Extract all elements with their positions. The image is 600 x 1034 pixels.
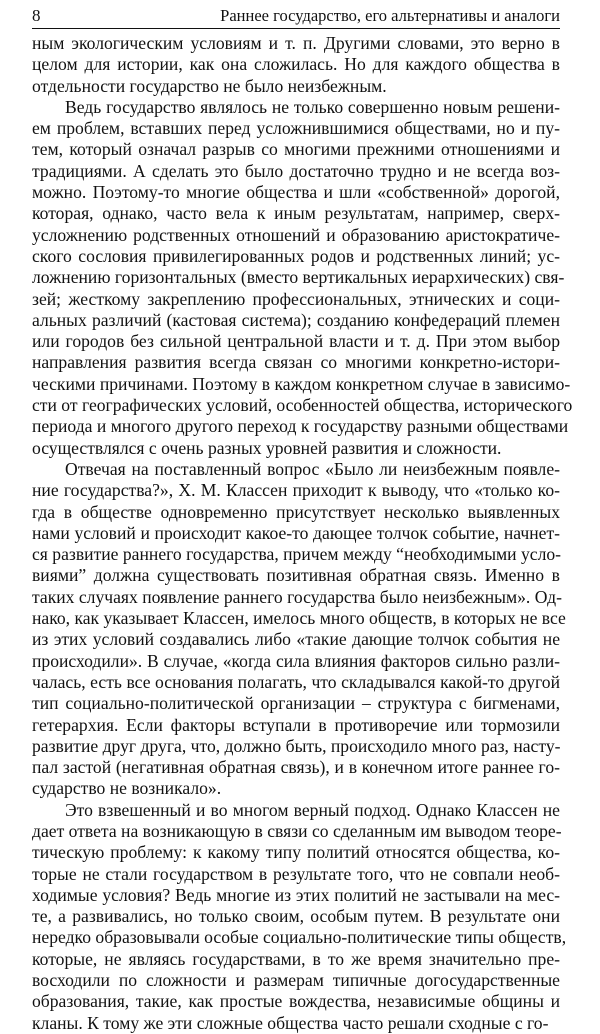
text-line: направления развития всегда связан со многими конкретно-истори- <box>32 352 560 373</box>
text-line: те, а развивались, но только своим, особым путем. В результате они <box>32 906 560 927</box>
text-line: можно. Поэтому-то многие общества и шли «собственной» дорогой, <box>32 182 560 203</box>
text-line: отдельности государство не было неизбежным. <box>32 75 387 96</box>
text-line: пал застой (негативная обратная связь), и в конечном итоге раннее го- <box>32 757 560 778</box>
header-rule <box>32 28 560 29</box>
text-line: альных различий (кастовая система); созданию конфедераций племен <box>32 309 560 330</box>
text-line: Ведь государство являлось не только совершенно новым решени- <box>65 96 560 117</box>
text-line: ние государства?», Х. М. Классен приходит к выводу, что «только ко- <box>32 480 560 501</box>
text-line: развитие друг друга, что, должно быть, происходило много раз, насту- <box>32 735 561 756</box>
text-line: традициями. А сделать это было достаточно трудно и не всегда воз- <box>32 160 560 181</box>
text-line: ем проблем, вставших перед усложнившимися обществами, но и пу- <box>32 118 560 139</box>
text-line: происходили». В случае, «когда сила влияния факторов сильно разли- <box>32 650 560 671</box>
page-number: 8 <box>32 6 41 25</box>
text-line: кланы. К тому же эти сложные общества часто решали сходные с го- <box>32 1012 549 1033</box>
text-line: нередко образовывали особые социально-политические типы обществ, <box>32 927 567 948</box>
text-line: таких случаях появление раннего государства было неизбежным». Од- <box>32 586 562 607</box>
text-line: ся развитие раннего государства, причем между “необходимыми усло- <box>32 544 562 565</box>
text-line: которые, не являясь государствами, в то же время значительно пре- <box>32 948 560 969</box>
text-line: периода и многого другого переход к государству разными обществами <box>32 416 569 437</box>
paragraph <box>32 96 573 459</box>
text-line: или городов без сильной центральной власти и т. д. При этом выбор <box>32 331 560 352</box>
text-line: ходимые условия? Ведь многие из этих политий не застывали на мес- <box>32 884 560 905</box>
text-line: ным экологическим условиям и т. п. Другими словами, это верно в <box>32 33 560 53</box>
text-line: виями” должна существовать позитивная обратная связь. Именно в <box>32 565 560 586</box>
text-line: нами условий и происходит какое-то дающее толчок событие, начнет- <box>32 522 560 543</box>
text-line: сударство не возникало». <box>32 778 222 799</box>
text-line: ского сословия привилегированных родов и родственных линий; ус- <box>32 245 560 266</box>
text-line: тем, который означал разрыв со многими прежними отношениями и <box>32 139 560 160</box>
text-line: ложнению горизонтальных (вместо вертикальных иерархических) свя- <box>32 267 565 288</box>
text-line: дает ответа на возникающую в связи со сделанным им выводом теоре- <box>32 820 562 841</box>
text-line: усложнению родственных отношений и образованию аристократиче- <box>32 224 560 245</box>
body-text <box>32 33 573 1034</box>
text-line: тип социально-политической организации – структура с бигменами, <box>32 693 560 714</box>
paragraph <box>32 799 567 1034</box>
text-line: образования, такие, как простые вождества, независимые общины и <box>32 991 560 1012</box>
text-line: гетерархия. Если факторы вступали в противоречие или тормозили <box>32 714 560 735</box>
paragraph <box>32 33 560 97</box>
text-line: осуществлялся с очень разных уровней развития и сложности. <box>32 437 502 458</box>
page-header <box>32 4 560 28</box>
text-line: Отвечая на поставленный вопрос «Было ли неизбежным появле- <box>65 458 560 479</box>
text-line: чалась, есть все основания полагать, что складывался какой-то другой <box>32 671 560 692</box>
text-line: зей; жесткому закреплению профессиональных, этнических и соци- <box>32 288 560 309</box>
text-line: сти от географических условий, особенностей общества, исторического <box>32 395 573 416</box>
text-line: ческими причинами. Поэтому в каждом конкретном случае в зависимо- <box>32 373 571 394</box>
text-line: которая, однако, часто вела к иным результатам, например, сверх- <box>32 203 560 224</box>
text-line: торые не стали государством в результате того, что не совпали необ- <box>32 863 560 884</box>
text-line: нако, как указывает Классен, имелось много обществ, в которых не все <box>32 608 566 629</box>
text-line: Это взвешенный и во многом верный подход. Однако Классен не <box>65 799 560 820</box>
text-line: гда в обществе одновременно присутствует несколько выявленных <box>32 501 560 522</box>
paragraph <box>32 458 566 800</box>
text-line: целом для истории, как она сложилась. Но для каждого общества в <box>32 54 560 75</box>
text-line: тическую проблему: к какому типу политий относятся общества, ко- <box>32 842 560 863</box>
text-line: восходили по сложности и размерам типичные догосударственные <box>32 970 560 991</box>
running-title: Раннее государство, его альтернативы и аналоги <box>220 6 560 25</box>
text-line: из этих условий создавались либо «такие дающие толчок события не <box>32 629 560 650</box>
